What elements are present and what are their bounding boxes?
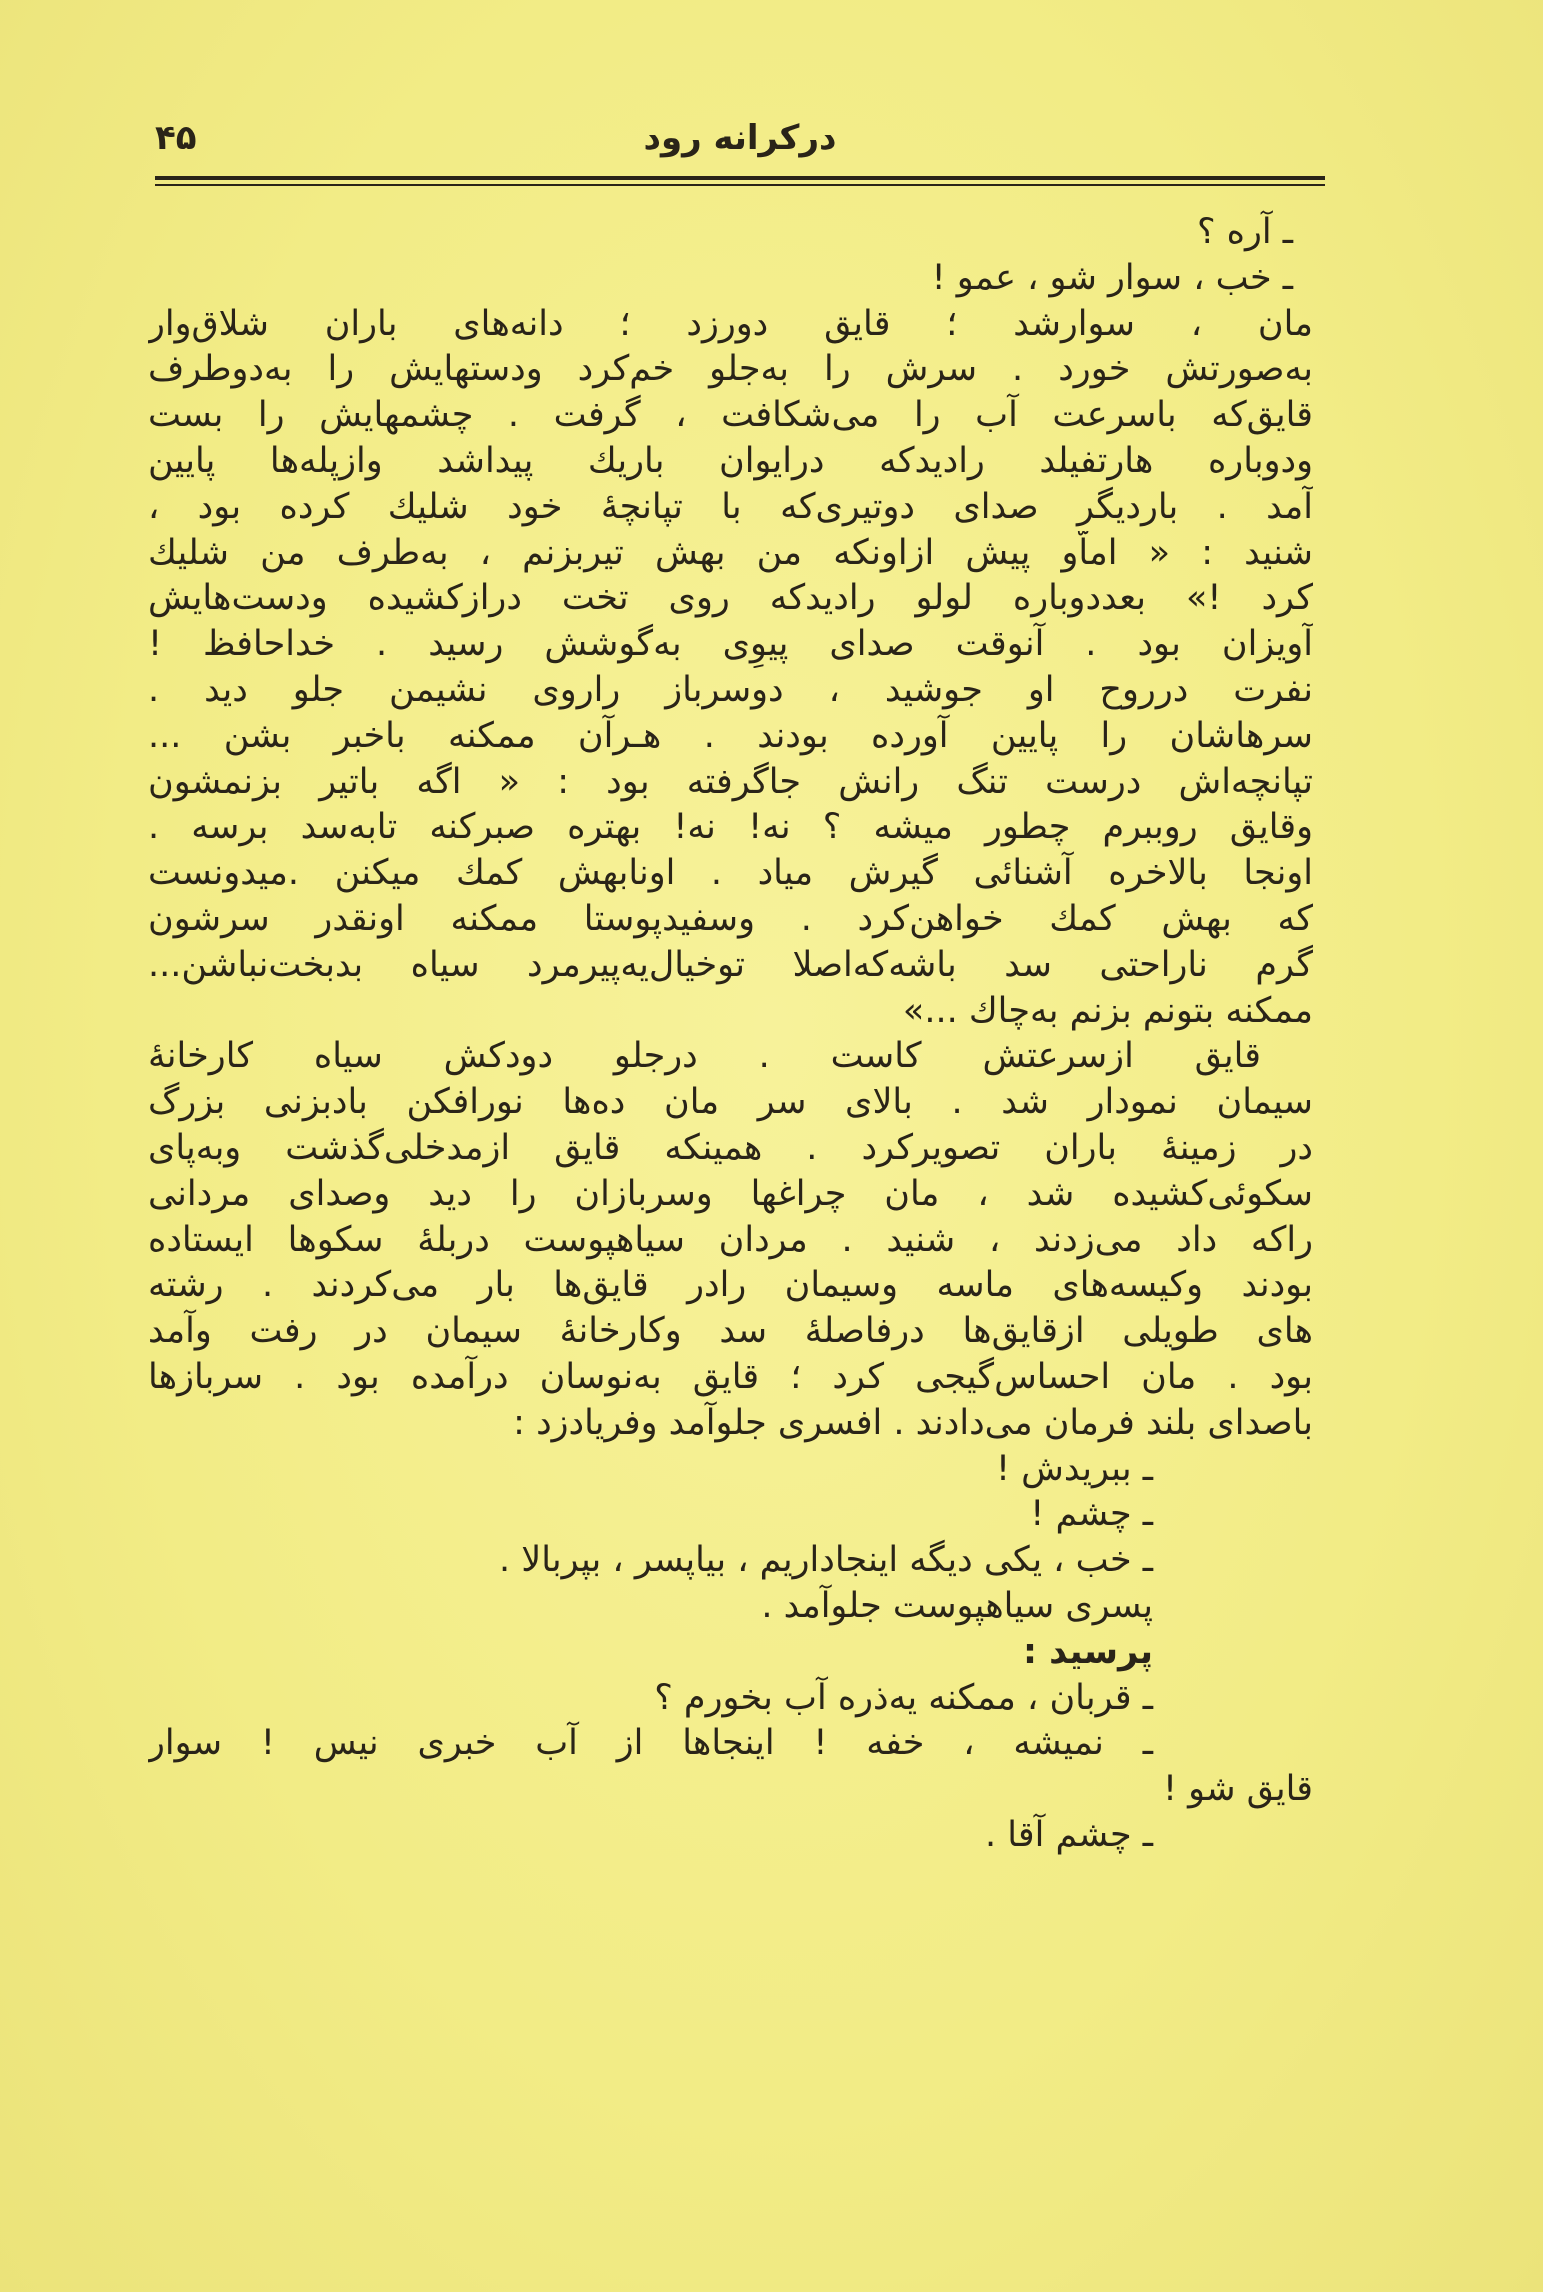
text-line: ممکنه بتونم بزنم به‌چاك ...» bbox=[902, 990, 1313, 1031]
text-line: سرهاشان را پایین آورده بودند . هـرآن ممکنه باخبر بشن ... bbox=[148, 715, 1313, 756]
dialogue-line: ـ چشم ! bbox=[1030, 1494, 1153, 1535]
text-line: راکه داد می‌زدند ، شنید . مردان سیاهپوست دربلهٔ سکوها ایستاده bbox=[148, 1219, 1313, 1260]
text-line: ودوباره هارتفیلد رادیدکه درایوان باریك پیداشد وازپله‌ها پایین bbox=[148, 440, 1313, 481]
text-line: نفرت درروح او جوشید ، دوسرباز راروی نشیمن جلو دید . bbox=[148, 669, 1313, 710]
text-line: قایق ازسرعتش کاست . درجلو دودکش سیاه کارخانهٔ bbox=[148, 1036, 1261, 1077]
text-line: بودند وکیسه‌های ماسه وسیمان رادر قایق‌ها بار می‌کردند . رشته bbox=[148, 1265, 1313, 1306]
text-line: به‌صورتش خورد . سرش را به‌جلو خم‌کرد ودستهایش را به‌دوطرف bbox=[148, 349, 1313, 390]
text-line: پرسید : bbox=[1022, 1631, 1153, 1672]
text-line: پسری سیاهپوست جلوآمد . bbox=[761, 1585, 1153, 1626]
text-line: شنید : « اماّو پیش ازاونکه من بهش تیربزنم ، به‌طرف من شلیك bbox=[148, 532, 1313, 573]
text-line: که بهش کمك خواهن‌کرد . وسفیدپوستا ممکنه اونقدر سرشون bbox=[148, 898, 1313, 939]
page-header bbox=[155, 118, 1325, 178]
header-rule-thick bbox=[155, 176, 1325, 180]
text-line: قایق‌که باسرعت آب را می‌شکافت ، گرفت . چشمهایش را بست bbox=[148, 395, 1313, 436]
header-rule-thin bbox=[155, 184, 1325, 186]
dialogue-line: ـ ببریدش ! bbox=[996, 1448, 1153, 1489]
text-line: گرم ناراحتی سد باشه‌که‌اصلا توخیال‌یه‌پیرمرد سیاه بدبخت‌نباشن... bbox=[148, 944, 1313, 985]
text-line: های طویلی ازقایق‌ها درفاصلهٔ سد وکارخانهٔ سیمان در رفت وآمد bbox=[148, 1311, 1313, 1352]
dialogue-line: ـ چشم آقا . bbox=[984, 1814, 1153, 1855]
dialogue-line: ـ خب ، یکی دیگه اینجاداریم ، بیاپسر ، بپربالا . bbox=[499, 1540, 1153, 1581]
text-line: سکوئی‌کشیده شد ، مان چراغها وسربازان را دید وصدای مردانی bbox=[148, 1173, 1313, 1214]
dialogue-line: ـ نمیشه ، خفه ! اینجاها از آب خبری نیس ! سوار bbox=[148, 1723, 1153, 1764]
body-text bbox=[148, 210, 1313, 1859]
text-line: سیمان نمودار شد . بالای سر مان ده‌ها نورافکن بادبزنی بزرگ bbox=[148, 1082, 1313, 1123]
text-line: آمد . باردیگر صدای دوتیری‌که با تپانچهٔ خود شلیك کرده بود ، bbox=[148, 486, 1313, 527]
dialogue-line: ـ آره ؟ bbox=[1196, 212, 1293, 252]
text-line: آویزان بود . آنوقت صدای پیوِی به‌گوشش رسید . خداحافظ ! bbox=[148, 624, 1313, 665]
text-line: اونجا بالاخره آشنائی گیرش میاد . اونابهش کمك میکنن .میدونست bbox=[148, 853, 1313, 894]
text-line: مان ، سوارشد ؛ قایق دورزد ؛ دانه‌های باران شلاق‌وار bbox=[148, 303, 1313, 344]
dialogue-line: ـ خب ، سوار شو ، عمو ! bbox=[931, 257, 1293, 298]
dialogue-line: ـ قربان ، ممکنه یه‌ذره آب بخورم ؟ bbox=[654, 1677, 1153, 1718]
page-number: ۴۵ bbox=[155, 118, 197, 158]
text-line: باصدای بلند فرمان می‌دادند . افسری جلوآمد وفریادزد : bbox=[513, 1402, 1313, 1443]
text-line: کرد !» بعددوباره لولو رادیدکه روی تخت درازکشیده ودست‌هایش bbox=[148, 578, 1313, 619]
dialogue-line: قایق شو ! bbox=[1162, 1769, 1313, 1810]
text-line: بود . مان احساس‌گیجی کرد ؛ قایق به‌نوسان درآمده بود . سربازها bbox=[148, 1356, 1313, 1397]
text-line: در زمینهٔ باران تصویرکرد . همینکه قایق ازمدخلی‌گذشت وبه‌پای bbox=[148, 1127, 1313, 1168]
text-line: وقایق روببرم چطور میشه ؟ نه! نه! بهتره صبرکنه تابه‌سد برسه . bbox=[148, 807, 1313, 848]
running-title: درکرانه رود bbox=[643, 118, 837, 158]
text-line: تپانچه‌اش درست تنگ رانش جاگرفته بود : « اگه باتیر بزنمشون bbox=[148, 761, 1313, 802]
